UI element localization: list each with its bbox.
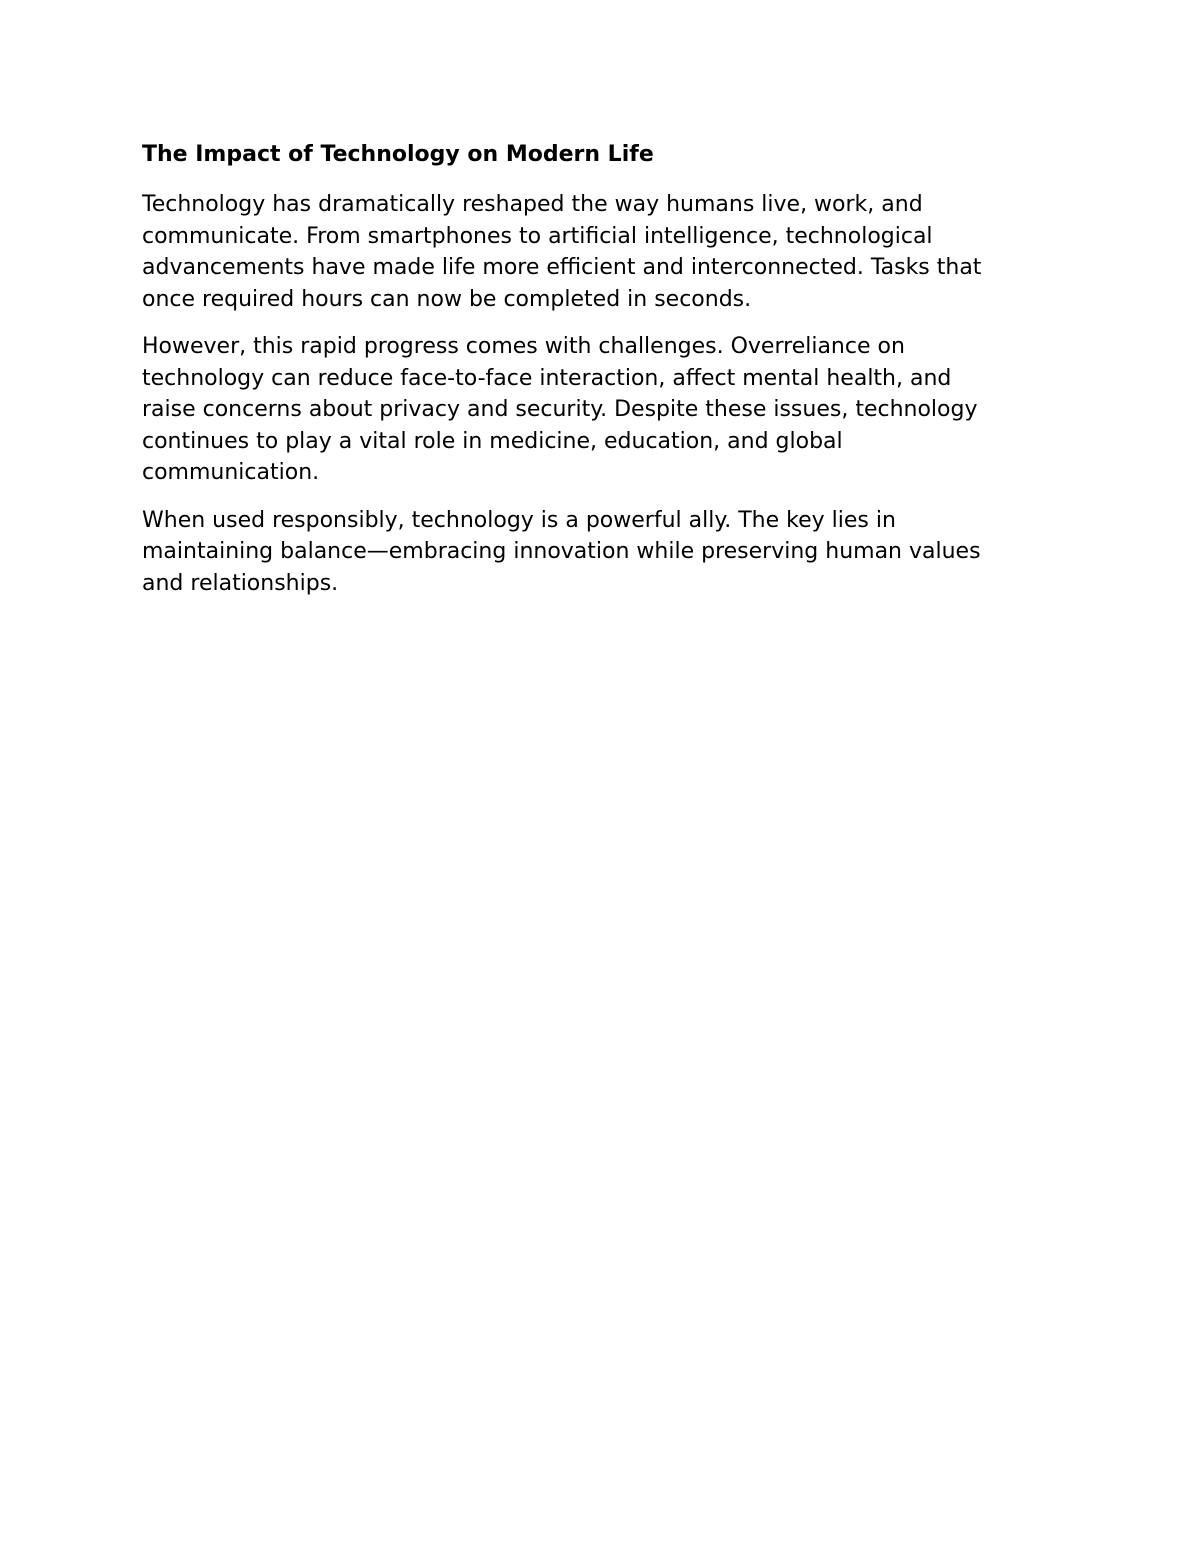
paragraph-line: technology can reduce face-to-face interaction, affect mental health, and: [142, 365, 952, 391]
paragraph-line: once required hours can now be completed in seconds.: [142, 286, 752, 312]
paragraph-line: When used responsibly, technology is a powerful ally. The key lies in: [142, 507, 896, 533]
paragraph-3: [142, 505, 1062, 600]
paragraph-line: However, this rapid progress comes with challenges. Overreliance on: [142, 334, 905, 359]
document-body: [142, 139, 1062, 615]
paragraph-line: communication.: [142, 460, 320, 485]
paragraph-line: advancements have made life more efficient and interconnected. Tasks that: [142, 255, 982, 280]
paragraph-line: continues to play a vital role in medicine, education, and global: [142, 428, 843, 454]
paragraph-line: maintaining balance—embracing innovation while preserving human values: [142, 539, 981, 564]
document-title: The Impact of Technology on Modern Life: [142, 142, 654, 167]
paragraph-line: and relationships.: [142, 570, 339, 596]
paragraph-line: communicate. From smartphones to artificial intelligence, technological: [142, 223, 933, 249]
paragraph-1: [142, 189, 1062, 315]
paragraph-line: Technology has dramatically reshaped the way humans live, work, and: [142, 192, 923, 217]
paragraph-2: [142, 331, 1062, 489]
paragraph-line: raise concerns about privacy and security. Despite these issues, technology: [142, 397, 978, 422]
